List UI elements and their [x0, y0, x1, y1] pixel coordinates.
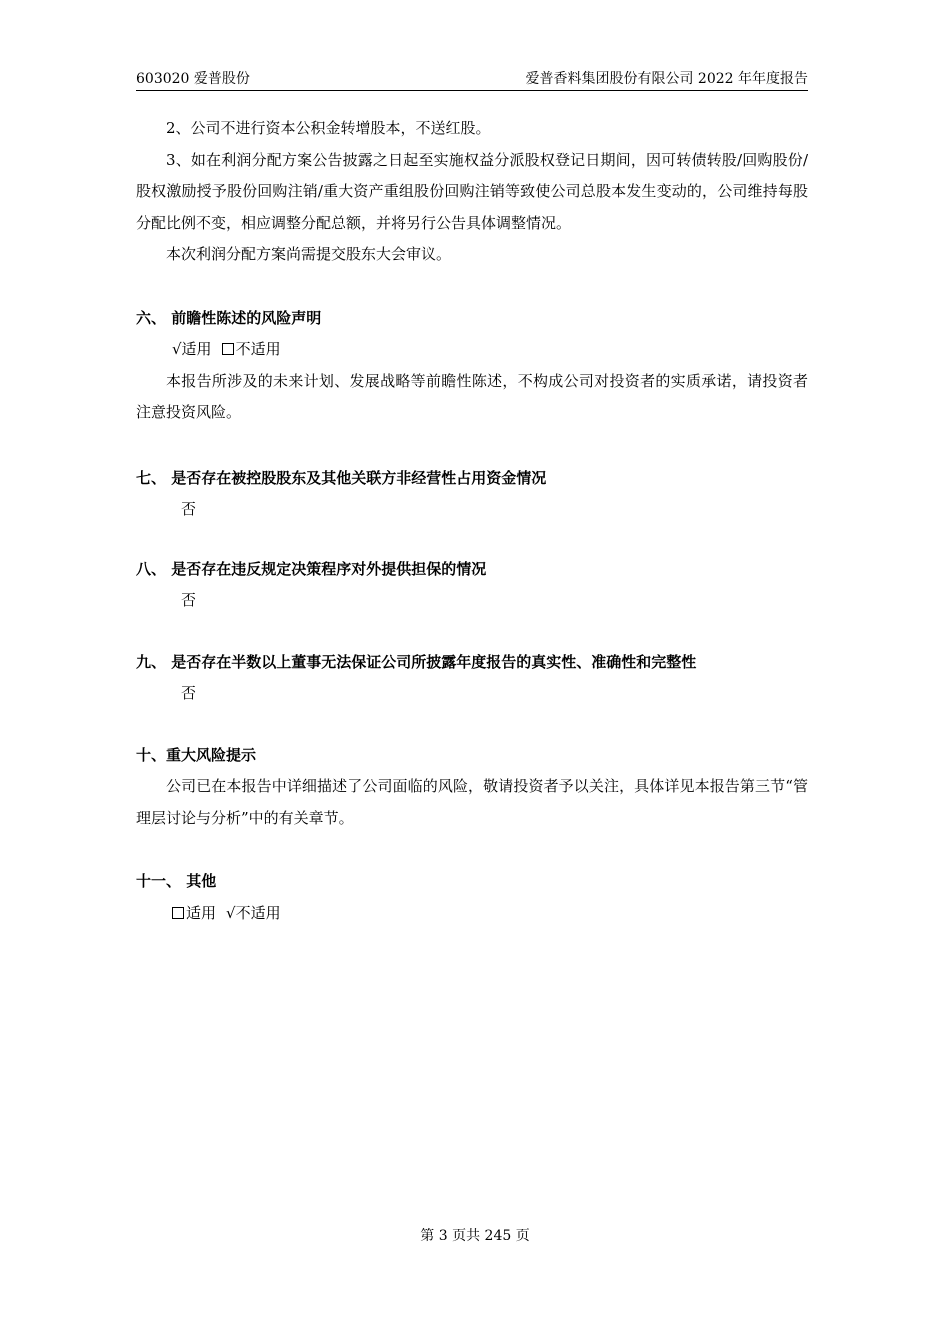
checkbox-empty-icon — [172, 907, 184, 919]
document-body — [136, 113, 808, 929]
section-heading-guarantee: 八、 是否存在违反规定决策程序对外提供担保的情况 — [136, 559, 487, 578]
page-header — [136, 69, 808, 89]
option-row-forward-looking — [136, 334, 808, 366]
header-divider — [136, 90, 808, 91]
answer-guarantee: 否 — [181, 591, 197, 609]
checkbox-empty-icon — [222, 343, 234, 355]
paragraph-share-change-adjustment: 3、如在利润分配方案公告披露之日起至实施权益分派股权登记日期间，因可转债转股/回购股份/股权激励授予股份回购注销/重大资产重组股份回购注销等致使公司总股本发生变动的，公司维持每股分配比例不变，相应调整分配总额，并将另行公告具体调整情况。 — [136, 150, 808, 232]
paragraph-no-capital-reserve: 2、公司不进行资本公积金转增股本，不送红股。 — [166, 119, 491, 137]
answer-director-guarantee: 否 — [181, 684, 197, 702]
header-report-title: 爱普香料集团股份有限公司 2022 年年度报告 — [525, 71, 808, 87]
option-applicable-unchecked: 适用 — [172, 898, 216, 930]
page-footer — [0, 1226, 950, 1246]
paragraph-shareholder-approval: 本次利润分配方案尚需提交股东大会审议。 — [166, 245, 452, 263]
page-number: 第 3 页共 245 页 — [420, 1228, 530, 1244]
section-heading-forward-looking: 六、 前瞻性陈述的风险声明 — [136, 308, 322, 327]
answer-fund-occupation: 否 — [181, 500, 197, 518]
paragraph-major-risk: 公司已在本报告中详细描述了公司面临的风险，敬请投资者予以关注，具体详见本报告第三节“管理层讨论与分析”中的有关章节。 — [136, 777, 808, 827]
section-heading-fund-occupation: 七、 是否存在被控股股东及其他关联方非经营性占用资金情况 — [136, 468, 547, 487]
option-not-applicable-checked: √不适用 — [226, 903, 281, 922]
paragraph-forward-looking-statement: 本报告所涉及的未来计划、发展战略等前瞻性陈述，不构成公司对投资者的实质承诺，请投资者注意投资风险。 — [136, 371, 808, 421]
section-heading-other: 十一、 其他 — [136, 872, 217, 890]
section-heading-major-risk: 十、重大风险提示 — [136, 745, 257, 764]
option-row-other — [136, 898, 808, 930]
section-heading-director-guarantee: 九、 是否存在半数以上董事无法保证公司所披露年度报告的真实性、准确性和完整性 — [136, 652, 697, 671]
option-applicable-checked: √适用 — [172, 340, 212, 358]
option-not-applicable-unchecked: 不适用 — [222, 334, 281, 366]
header-stock-code: 603020 爱普股份 — [136, 71, 250, 87]
